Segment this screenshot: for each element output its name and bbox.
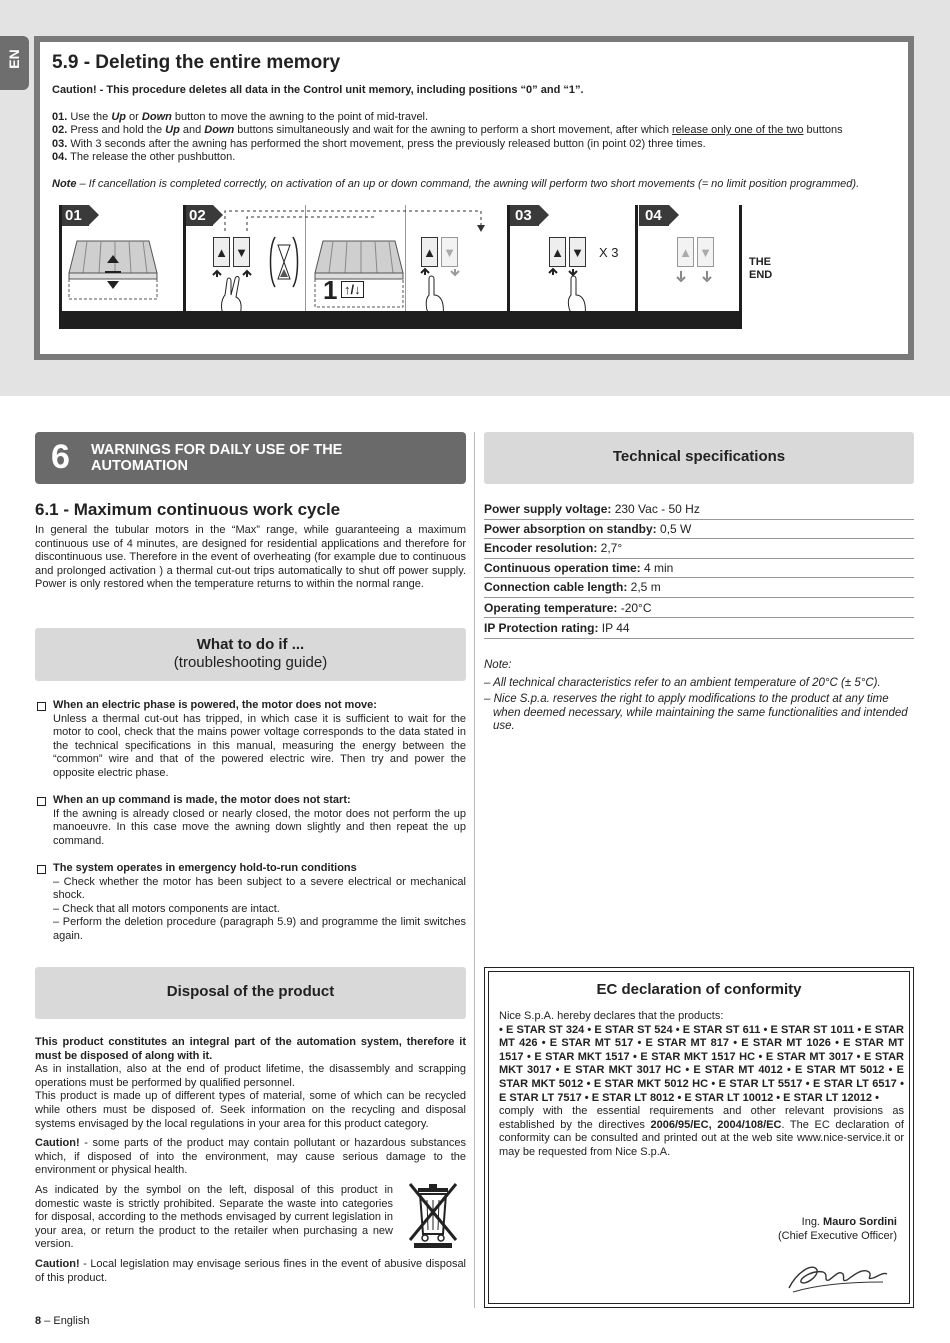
- technical-specifications-header: Technical specifications: [484, 432, 914, 484]
- issue-title: When an up command is made, the motor does not start:: [35, 794, 466, 808]
- language-label: EN: [6, 49, 22, 69]
- down-arrow-released-icon: ▼: [697, 237, 714, 267]
- up-down-arrows-icon: ↑/↓: [341, 281, 364, 298]
- section-number: 6: [51, 438, 70, 476]
- note-label: Note:: [484, 659, 512, 671]
- ec-declaration-inner: [488, 971, 910, 1304]
- hourglass-icon: [269, 235, 299, 289]
- issue-title: The system operates in emergency hold-to-run conditions: [35, 862, 466, 876]
- troubleshooting-header: [35, 628, 466, 681]
- spec-row: Power absorption on standby: 0,5 W: [484, 520, 914, 540]
- ec-compliance: comply with the essential requirements and other relevant provisions as established by the directives 2006/95/EC, 2004/108/EC. The EC declaration of conformity can be consulted and printed out at the web site www.nice-service.it or may be requested from Nice S.p.A.: [499, 1105, 904, 1158]
- step-02: 02. Press and hold the Up and Down buttons simultaneously and wait for the awning to perform a short movement, after which release only one of the two buttons: [52, 124, 843, 137]
- spec-row: Operating temperature: -20°C: [484, 599, 914, 619]
- note-label: Note: [52, 177, 77, 190]
- disposal-header: Disposal of the product: [35, 967, 466, 1019]
- section-5-9-title: 5.9 - Deleting the entire memory: [52, 52, 341, 73]
- spec-row: Continuous operation time: 4 min: [484, 559, 914, 579]
- up-arrow-icon: ▲: [213, 237, 230, 267]
- language-tab: [0, 36, 29, 90]
- dashed-flow-arrow: [219, 205, 489, 235]
- section-6-1-text: In general the tubular motors in the “Max” range, while guaranteeing a maximum continuous use of 4 minutes, are designed for residential applications and therefore for discontinuous use. Therefore in the event of overheating (for example due to continuous and prolonged activation ) a thermal cut-out trips automatically to shut off power supply. Power is only restored when the temperature returns to within the normal range.: [35, 524, 466, 591]
- issue-body: If the awning is already closed or nearly closed, the motor does not perform the up manoeuvre. In this case move the awning down slightly and then repeat the up command.: [53, 807, 466, 847]
- disposal-caution: Caution! - some parts of the product may contain pollutant or hazardous substances which, if disposed of into the environment, may cause serious damage to the environment or physical health.: [35, 1137, 466, 1177]
- disposal-intro: This product constitutes an integral part of the automation system, therefore it must be disposed of along with it.: [35, 1036, 466, 1062]
- tech-notes: [484, 659, 914, 734]
- press-buttons: [549, 237, 586, 267]
- troubleshooting-title: What to do if ...: [196, 636, 305, 653]
- section-6-1-title: 6.1 - Maximum continuous work cycle: [35, 500, 341, 519]
- diagram-step-label-02: 02: [183, 205, 213, 226]
- release-buttons: [421, 237, 458, 267]
- page-footer: [35, 1315, 89, 1327]
- down-arrow-icon: ▼: [569, 237, 586, 267]
- down-arrow-released-icon: ▼: [441, 237, 458, 267]
- issue-body: Unless a thermal cut-out has tripped, in which case it is sufficient to wait for the motor to cool, check that the mains power voltage corresponds to the data stated in the technical specifications in this manual, measuring the energy between the “common” wire and that of the powered electric wire. Then try and power the opposite electric phase.: [53, 712, 466, 779]
- caution-text: - This procedure deletes all data in the Control unit memory, including positions “0” and “1”.: [96, 84, 584, 96]
- caution-line: [52, 84, 898, 98]
- note-line: [52, 178, 898, 192]
- issue-item: [35, 794, 466, 848]
- diagram-step-label-04: 04: [639, 205, 669, 226]
- ec-signatory: Ing. Mauro Sordini (Chief Executive Officer): [777, 1216, 897, 1242]
- issue-body-line: – Check whether the motor has been subject to a severe electrical or mechanical shock.: [53, 875, 466, 902]
- disposal-paragraph: As indicated by the symbol on the left, disposal of this product in domestic waste is strictly prohibited. Separate the waste into categories for disposal, according to the methods envisaged by current legislation in your area, or return the product to the retailer when purchasing a new version.: [35, 1183, 393, 1251]
- spec-row: Connection cable length: 2,5 m: [484, 578, 914, 598]
- diagram-step-label-01: 01: [59, 205, 89, 226]
- page-number: 8: [35, 1315, 42, 1327]
- ec-declaration-title: EC declaration of conformity: [596, 981, 802, 998]
- awning-mid-illustration: [67, 233, 159, 305]
- the-end-label: THE END: [749, 256, 773, 281]
- ec-declaration-box: [484, 967, 914, 1308]
- released-buttons: [677, 237, 714, 267]
- signature-image: [783, 1252, 893, 1296]
- step-01: 01. Use the Up or Down button to move the awning to the point of mid-travel.: [52, 110, 429, 123]
- disposal-paragraph: As in installation, also at the end of product lifetime, the disassembly and scrapping operations must be performed by qualified personnel.: [35, 1063, 466, 1089]
- note-line: – Nice S.p.a. reserves the right to apply modifications to the product at any time when deemed necessary, while maintaining the same functionalities and intended use.: [484, 692, 908, 733]
- step-04: 04. The release the other pushbutton.: [52, 151, 236, 164]
- procedure-diagram: [59, 205, 773, 329]
- release-arrows-icon: [673, 269, 721, 289]
- issue-body-line: – Check that all motors components are intact.: [53, 902, 280, 915]
- section-6-header: [35, 432, 466, 484]
- issue-title: When an electric phase is powered, the motor does not move:: [35, 699, 466, 713]
- section-6-title: WARNINGS FOR DAILY USE OF THE AUTOMATION: [91, 442, 343, 474]
- diagram-bar: [635, 311, 741, 329]
- press-three-times-label: X 3: [599, 245, 619, 260]
- troubleshooting-subtitle: (troubleshooting guide): [173, 654, 328, 671]
- diagram-bar: [59, 311, 183, 329]
- footer-language: – English: [41, 1315, 90, 1327]
- diagram-step-label-03: 03: [509, 205, 539, 226]
- caution-label: Caution!: [52, 84, 97, 96]
- diagram-bar: [183, 311, 507, 329]
- one-movement-label: 1: [323, 275, 338, 305]
- issue-item: [35, 862, 466, 944]
- up-arrow-icon: ▲: [549, 237, 566, 267]
- spec-row: Encoder resolution: 2,7°: [484, 539, 914, 559]
- disposal-caution: Caution! - Local legislation may envisage serious fines in the event of abusive disposal of this product.: [35, 1257, 466, 1284]
- disposal-paragraph: This product is made up of different types of material, some of which can be recycled while others must be disposed of. Seek information on the recycling and disposal systems envisaged by the local regulations in your area for this product category.: [35, 1090, 466, 1130]
- ec-intro: Nice S.p.A. hereby declares that the products:: [499, 1010, 724, 1022]
- issue-body-line: – Perform the deletion procedure (paragraph 5.9) and programme the limit switches again.: [53, 916, 466, 942]
- divider: [739, 205, 742, 329]
- up-down-buttons: [213, 237, 250, 267]
- ec-declaration-text: [499, 1010, 904, 1160]
- spec-row: IP Protection rating: IP 44: [484, 619, 914, 639]
- step-03: 03. With 3 seconds after the awning has performed the short movement, press the previously released button (in point 02) three times.: [52, 137, 706, 150]
- spec-list: [484, 500, 914, 639]
- spec-row: Power supply voltage: 230 Vac - 50 Hz: [484, 500, 914, 520]
- issue-item: [35, 699, 466, 781]
- note-line: – All technical characteristics refer to an ambient temperature of 20°C (± 5°C).: [484, 677, 881, 689]
- up-arrow-icon: ▲: [421, 237, 438, 267]
- down-arrow-icon: ▼: [233, 237, 250, 267]
- note-text: – If cancellation is completed correctly, on activation of an up or down command, the awning will perform two short movements (= no limit position programmed).: [76, 177, 860, 190]
- column-divider: [474, 432, 475, 1308]
- crossed-bin-icon: [402, 1180, 464, 1248]
- up-arrow-released-icon: ▲: [677, 237, 694, 267]
- diagram-bar: [507, 311, 635, 329]
- step-list: [52, 111, 898, 165]
- section-5-9-box: [34, 36, 914, 360]
- ec-product-list: • E STAR ST 324 • E STAR ST 524 • E STAR ST 611 • E STAR ST 1011 • E STAR MT 426 • E STAR MT 517 • E STAR MT 817 • E STAR MT 1026 • E STAR MT 1517 • E STAR MKT 1517 • E STAR MKT 1517 HC • E STAR MT 3017 • E STAR MKT 3017 • E STAR MKT 3017 HC • E STAR MT 4012 • E STAR MT 5012 • E STAR MKT 5012 • E STAR MKT 5012 HC • E STAR LT 5517 • E STAR LT 6517 • E STAR LT 7517 • E STAR LT 8012 • E STAR LT 10012 • E STAR LT 12012 •: [499, 1023, 904, 1104]
